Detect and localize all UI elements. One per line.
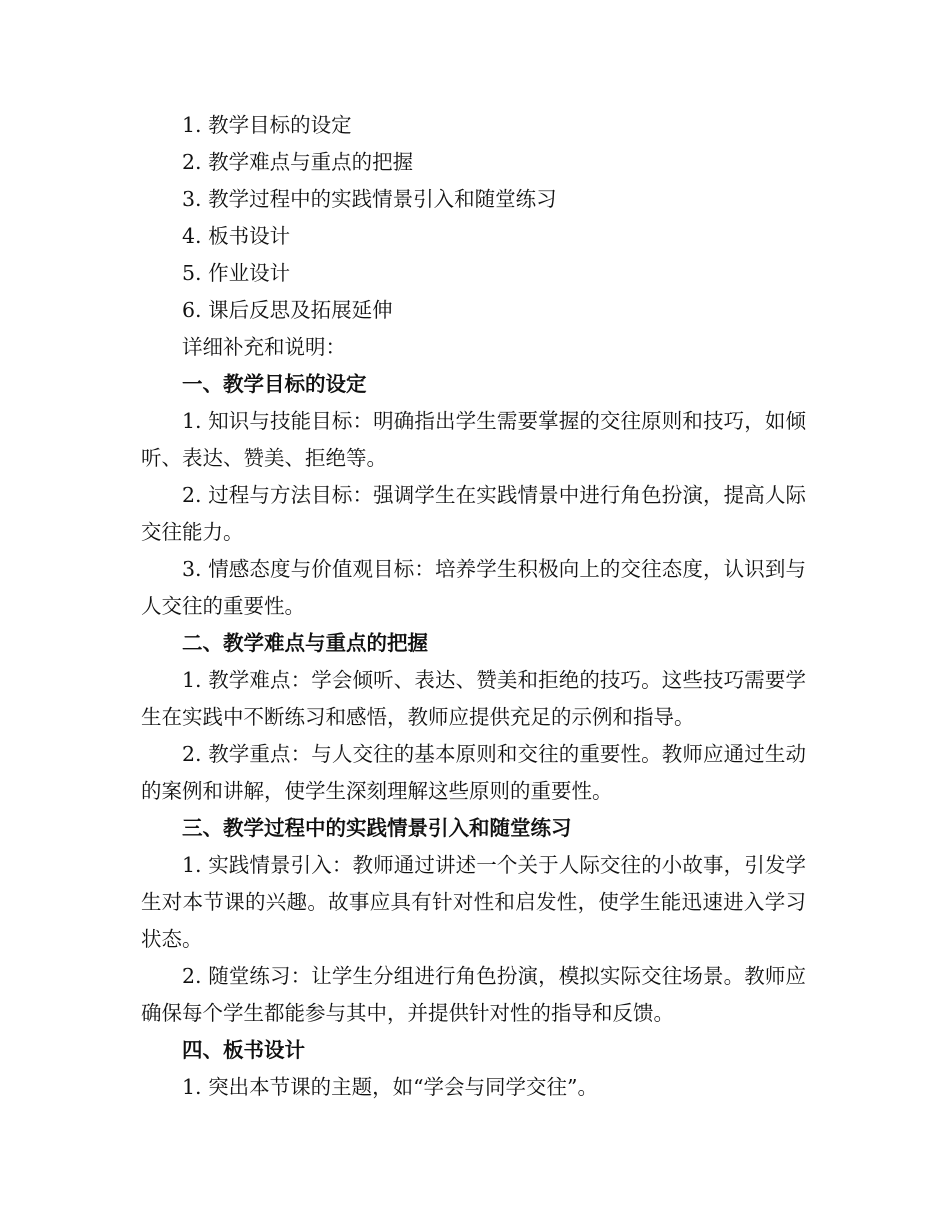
section-heading-3: 三、教学过程中的实践情景引入和随堂练习 [182,816,572,840]
section3-paragraph-2: 2. 随堂练习：让学生分组进行角色扮演，模拟实际交往场景。教师应确保每个学生都能参与其中，并提供针对性的指导和反馈。 [141,964,806,1025]
section2-paragraph-1: 1. 教学难点：学会倾听、表达、赞美和拒绝的技巧。这些技巧需要学生在实践中不断练习和感悟，教师应提供充足的示例和指导。 [141,668,806,729]
outline-item-6: 6. 课后反思及拓展延伸 [182,298,393,322]
section4-paragraph-1: 1. 突出本节课的主题，如“学会与同学交往”。 [182,1075,599,1099]
outline-item-4: 4. 板书设计 [182,224,291,248]
document-body [141,107,806,1106]
section3-paragraph-1: 1. 实践情景引入：教师通过讲述一个关于人际交往的小故事，引发学生对本节课的兴趣。故事应具有针对性和启发性，使学生能迅速进入学习状态。 [141,853,806,951]
outline-item-3: 3. 教学过程中的实践情景引入和随堂练习 [182,187,557,211]
section-heading-1: 一、教学目标的设定 [182,372,367,396]
section-heading-4: 四、板书设计 [182,1038,305,1062]
section-heading-2: 二、教学难点与重点的把握 [182,631,428,655]
section2-paragraph-2: 2. 教学重点：与人交往的基本原则和交往的重要性。教师应通过生动的案例和讲解，使学生深刻理解这些原则的重要性。 [141,742,806,803]
section1-paragraph-3: 3. 情感态度与价值观目标：培养学生积极向上的交往态度，认识到与人交往的重要性。 [141,557,806,618]
intro-text: 详细补充和说明： [182,335,346,359]
section1-paragraph-2: 2. 过程与方法目标：强调学生在实践情景中进行角色扮演，提高人际交往能力。 [141,483,806,544]
outline-item-5: 5. 作业设计 [182,261,291,285]
section1-paragraph-1: 1. 知识与技能目标：明确指出学生需要掌握的交往原则和技巧，如倾听、表达、赞美、拒绝等。 [141,409,806,470]
outline-item-1: 1. 教学目标的设定 [182,113,352,137]
outline-item-2: 2. 教学难点与重点的把握 [182,150,414,174]
